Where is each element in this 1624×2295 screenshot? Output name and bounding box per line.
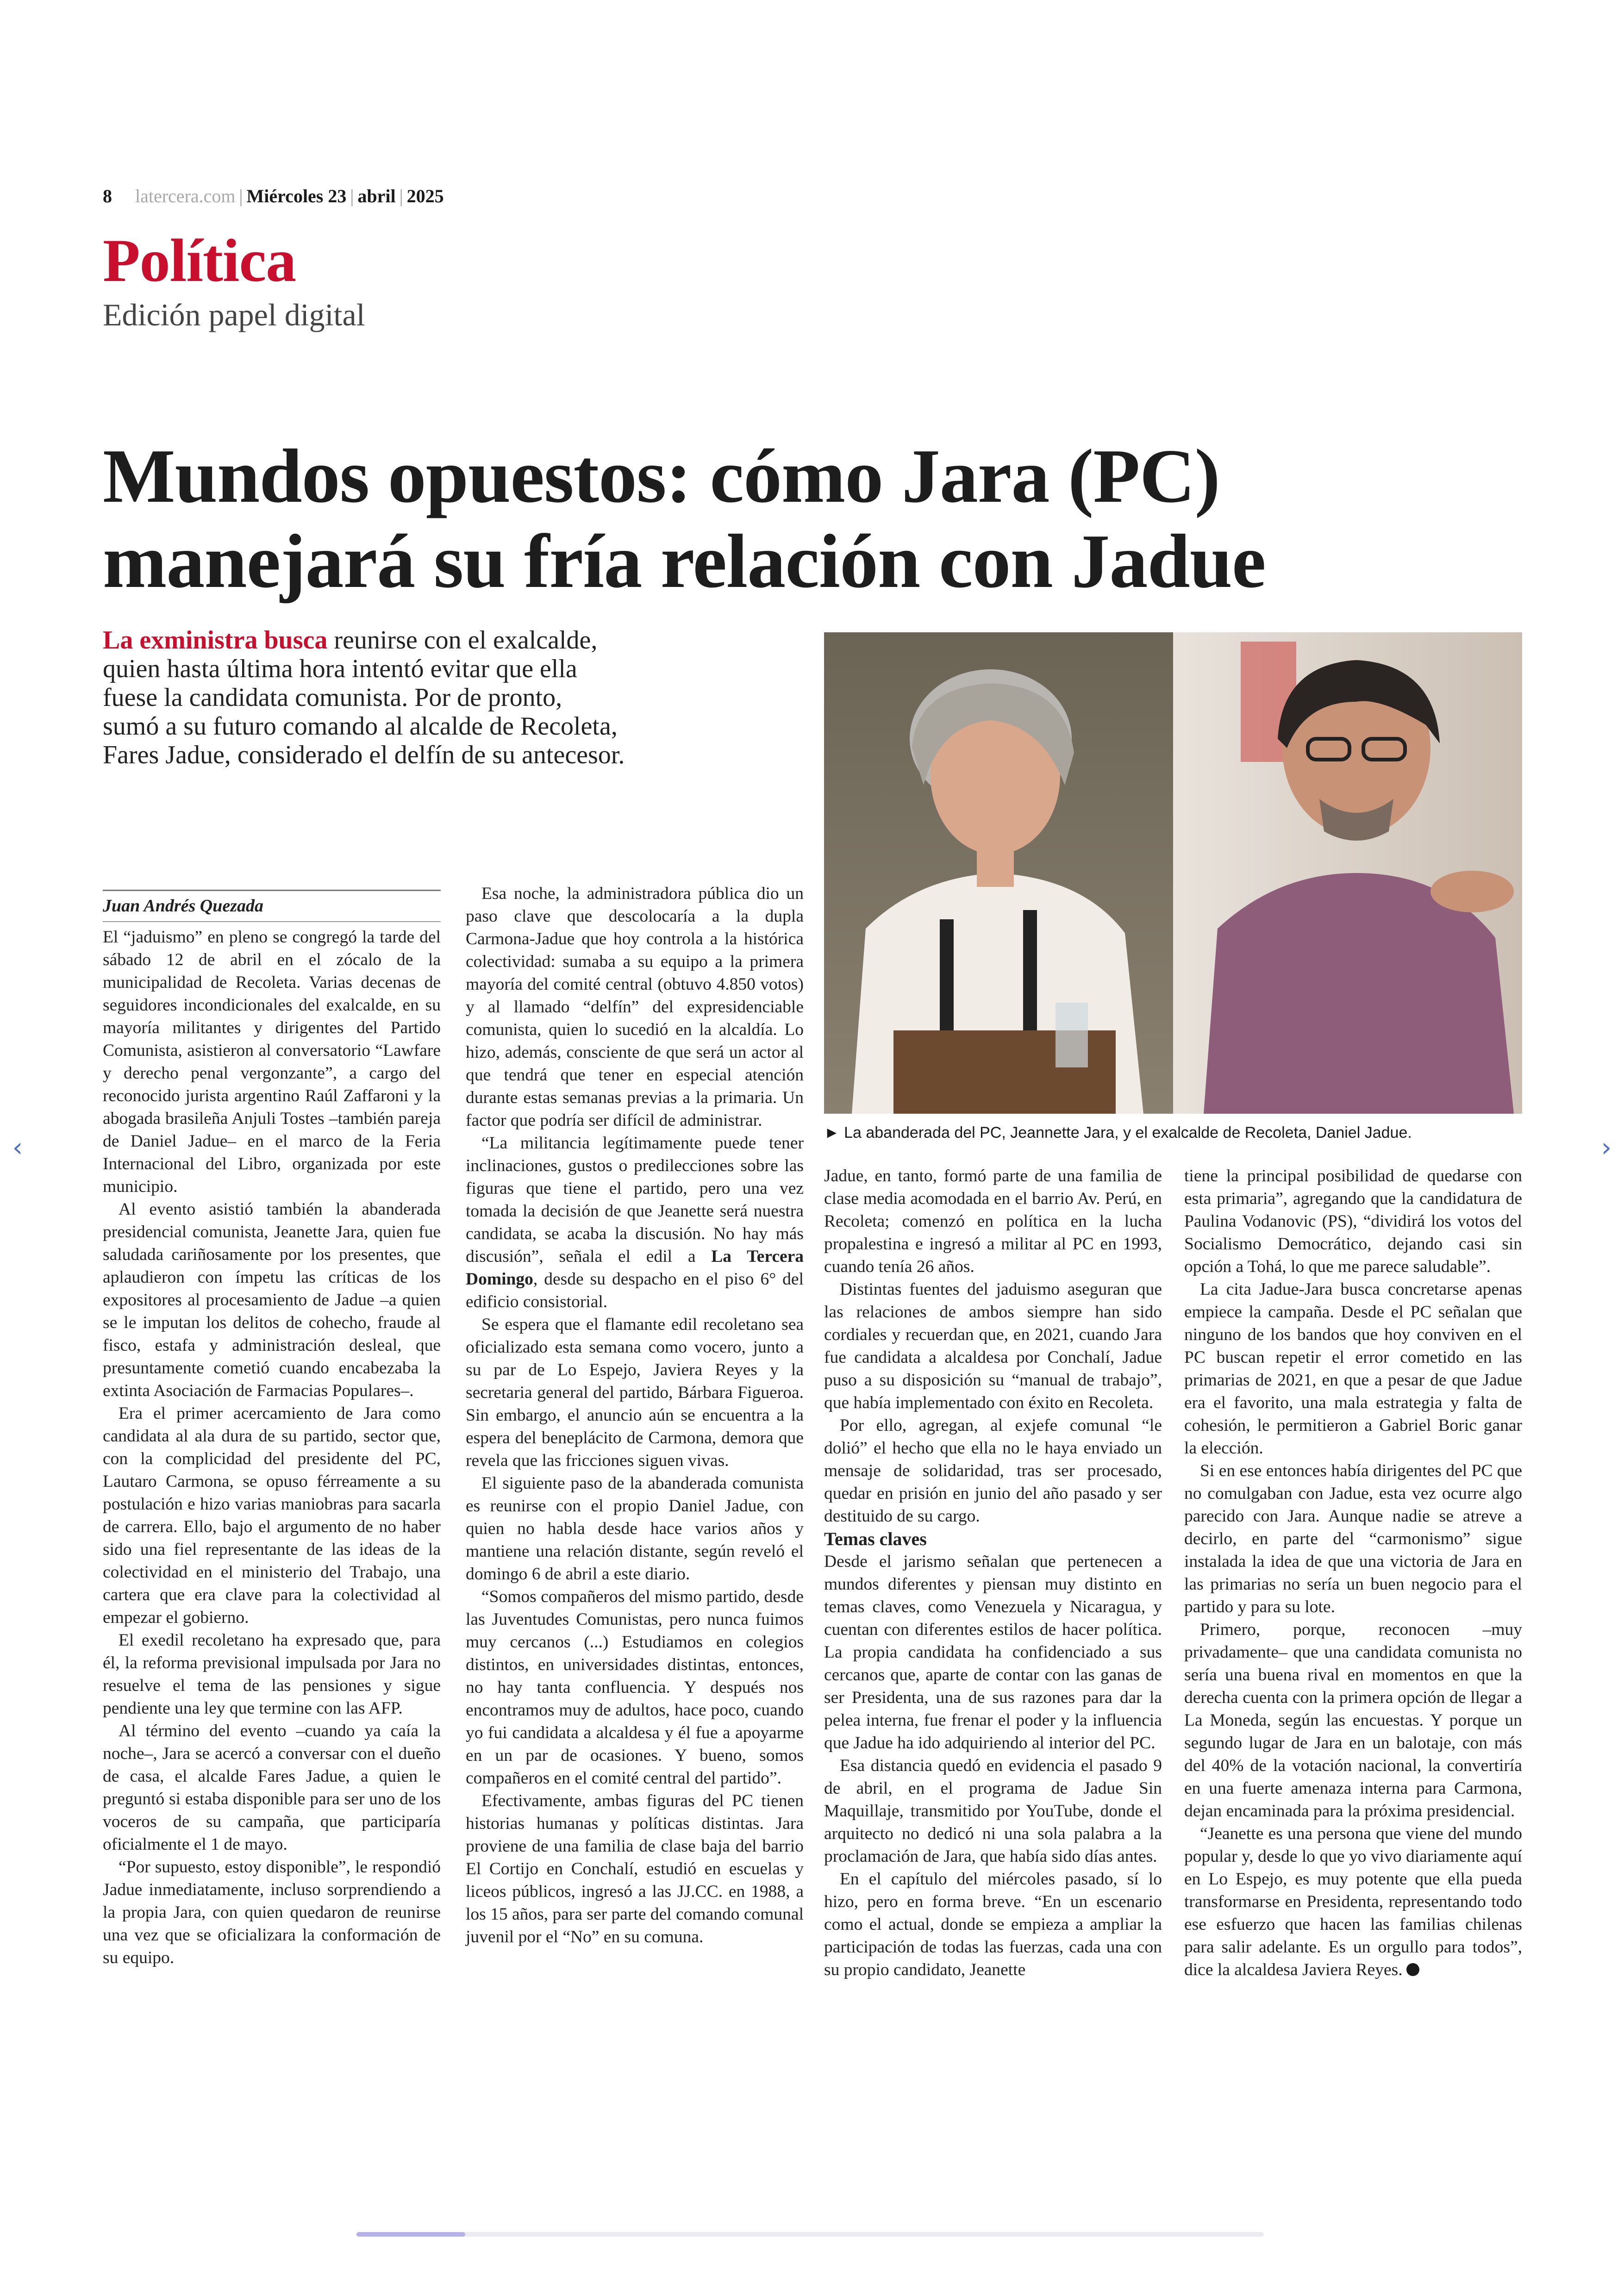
article-lead bbox=[103, 626, 705, 769]
article-column-1 bbox=[103, 926, 441, 1969]
paragraph: El exedil recoletano ha expresado que, para él, la reforma previsional impulsada por Jara no resuelve el tema de las pensiones y sigue pendiente una ley que termine con las AFP. bbox=[103, 1631, 441, 1718]
site-name: latercera.com bbox=[135, 186, 236, 206]
lead-line: Fares Jadue, considerado el delfín de su antecesor. bbox=[103, 741, 625, 769]
paragraph: Primero, porque, reconocen –muy privadamente– que una candidata comunista no sería una buena rival en momentos en que la derecha cuenta con la primera opción de llegar a La Moneda, según las encuestas. Y porque un segundo lugar de Jara en un balotaje, con más del 40% de la votación nacional, la convertiría en una fuerte amenaza interna para Carmona, dejan encaminada para la próxima presidencial. bbox=[1184, 1620, 1522, 1821]
byline-rule bbox=[103, 921, 441, 922]
edition-label: Edición papel digital bbox=[103, 297, 365, 332]
lead-kicker: La exministra busca bbox=[103, 626, 328, 655]
paragraph: tiene la principal posibilidad de quedarse con esta primaria”, agregando que la candidatura de Paulina Vodanovic (PS), “dividirá los votos del Socialismo Democrático, dejando casi sin opción a Tohá, lo que me parece saludable”. bbox=[1184, 1166, 1522, 1276]
paragraph: Esa noche, la administradora pública dio un paso clave que descolocaría a la dupla Carmona-Jadue que hoy controla a la histórica colectividad: sumaba a su equipo a la primera mayoría del comité central (obtuvo 4.850 votos) y al llamado “delfín” del expresidenciable comunista, quien lo sucedió en la alcaldía. Lo hizo, además, consciente de que será un actor al que tendrá que tener en especial atención durante estas semanas previas a la primaria. Un factor que podría ser difícil de administrar. bbox=[466, 884, 804, 1130]
lead-line: fuese la candidata comunista. Por de pronto, bbox=[103, 683, 562, 712]
end-of-article-icon bbox=[1406, 1963, 1419, 1976]
lead-line bbox=[103, 626, 705, 655]
paragraph: Si en ese entonces había dirigentes del PC que no comulgaban con Jadue, esta vez ocurre algo parecido con Jara. Aunque nadie se atreve a decirlo, en parte del “carmonismo” sigue instalada la idea de que una victoria de Jara en las primarias no sería un buen negocio para el partido y para su lote. bbox=[1184, 1461, 1522, 1616]
paragraph-text: “La militancia legítimamente puede tener inclinaciones, gustos o predilecciones sobre las figuras que tiene el partido, pero una vez tomada la decisión de que Jeanette será nuestra candidata, se acaba la discusión. No hay más discusión”, señala el edil a bbox=[466, 1134, 804, 1266]
photo-illustration bbox=[824, 632, 1522, 1114]
byline: Juan Andrés Quezada bbox=[103, 896, 264, 916]
paragraph: El “jaduismo” en pleno se congregó la tarde del sábado 12 de abril en el zócalo de la municipalidad de Recoleta. Varias decenas de seguidores incondicionales del exalcalde, en su mayoría militantes y dirigentes del Partido Comunista, asistieron al conversatorio “Lawfare y derecho penal vergonzante”, a cargo del reconocido jurista argentino Raúl Zaffaroni y la abogada brasileña Anjuli Tostes –también pareja de Daniel Jadue– en el marco de la Feria Internacional del Libro, organizada por este municipio. bbox=[103, 928, 441, 1196]
scrollbar-thumb[interactable] bbox=[356, 2232, 465, 2237]
next-page-icon[interactable]: › bbox=[1601, 1133, 1612, 1163]
photo-caption: ► La abanderada del PC, Jeannette Jara, y el exalcalde de Recoleta, Daniel Jadue. bbox=[824, 1124, 1412, 1141]
paragraph: “Por supuesto, estoy disponible”, le respondió Jadue inmediatamente, incluso sorprendiendo a la propia Jara, con quien quedaron de reunirse una vez que se oficializara la conformación de su equipo. bbox=[103, 1858, 441, 1967]
previous-page-icon[interactable]: ‹ bbox=[12, 1133, 23, 1163]
publication-name: La Tercera Domingo bbox=[466, 1247, 804, 1289]
lead-line: quien hasta última hora intentó evitar que ella bbox=[103, 655, 577, 683]
paragraph: En el capítulo del miércoles pasado, sí lo hizo, pero en forma breve. “En un escenario como el actual, donde se empieza a ampliar la participación de todas las fuerzas, cada una con su propio candidato, Jeanette bbox=[824, 1870, 1162, 1979]
header-divider: | bbox=[239, 186, 243, 206]
section-title: Política bbox=[103, 226, 296, 294]
subheading: Temas claves bbox=[824, 1528, 927, 1549]
paragraph: Jadue, en tanto, formó parte de una familia de clase media acomodada en el barrio Av. Perú, en Recoleta; comenzó en política en la lucha propalestina e ingresó a militar al PC en 1993, cuando tenía 26 años. bbox=[824, 1166, 1162, 1276]
paragraph: Por ello, agregan, al exjefe comunal “le dolió” el hecho que ella no le haya enviado un mensaje de solidaridad, tras ser procesado, quedar en prisión en junio del año pasado y ser destituido de su cargo. bbox=[824, 1416, 1162, 1526]
article-headline bbox=[103, 433, 1492, 604]
paragraph-text: , desde su despacho en el piso 6° del edificio consistorial. bbox=[466, 1270, 804, 1311]
paragraph: El siguiente paso de la abanderada comunista es reunirse con el propio Daniel Jadue, con quien no habla desde hace varios años y mantiene una relación distante, según reveló el domingo 6 de abril a este diario. bbox=[466, 1474, 804, 1584]
paragraph: “Somos compañeros del mismo partido, desde las Juventudes Comunistas, pero nunca fuimos muy cercanos (...) Estudiamos en colegios distintos, en universidades distintas, entonces, no hay tanta confluencia. Y después nos encontramos muy de adultos, hace poco, cuando yo fui candidata a alcaldesa y él fue a apoyarme en un par de ocasiones. Y bueno, somos compañeros en el comité central del partido”. bbox=[466, 1587, 804, 1788]
lead-line: sumó a su futuro comando al alcalde de Recoleta, bbox=[103, 712, 618, 741]
byline-rule bbox=[103, 890, 441, 891]
header-divider: | bbox=[399, 186, 403, 206]
paragraph: Esa distancia quedó en evidencia el pasado 9 de abril, en el programa de Jadue Sin Maquillaje, transmitido por YouTube, donde el arquitecto no dedicó ni una sola palabra a la proclamación de Jara, que había sido días antes. bbox=[824, 1756, 1162, 1866]
paragraph-text: “Jeanette es una persona que viene del mundo popular y, desde lo que yo vivo diariamente aquí en Lo Espejo, es muy potente que ella pueda transformarse en Presidenta, representando todo ese esfuerzo que hacen las familias chilenas para salir adelante. Es un orgullo para todos”, dice la alcaldesa Javiera Reyes. bbox=[1184, 1824, 1522, 1979]
paragraph: La cita Jadue-Jara busca concretarse apenas empiece la campaña. Desde el PC señalan que ninguno de los bandos que hoy conviven en el PC buscan repetir el error cometido en las primarias de 2021, en que a pesar de que Jadue era el favorito, una mala estrategia y falta de cohesión, le permitieron a Gabriel Boric ganar la elección. bbox=[1184, 1280, 1522, 1458]
header-day: Miércoles 23 bbox=[246, 186, 347, 206]
page-number: 8 bbox=[103, 186, 112, 206]
paragraph: Distintas fuentes del jaduismo aseguran que las relaciones de ambos siempre han sido cordiales y recuerdan que, en 2021, cuando Jara fue candidata a alcaldesa por Conchalí, Jadue puso a su disposición su “manual de trabajo”, que había implementado con éxito en Recoleta. bbox=[824, 1280, 1162, 1412]
headline-line: Mundos opuestos: cómo Jara (PC) bbox=[103, 433, 1220, 518]
header-divider: | bbox=[350, 186, 354, 206]
paragraph: Al evento asistió también la abanderada presidencial comunista, Jeanette Jara, quien fue saludada cariñosamente por los presentes, que aplaudieron con ímpetu las críticas de los expositores al procesamiento de Jadue –a quien se le imputan los delitos de cohecho, fraude al fisco, estafa y administración desleal, que presuntamente cometió cuando encabezaba la extinta Asociación de Farmacias Populares–. bbox=[103, 1200, 441, 1400]
paragraph: Efectivamente, ambas figuras del PC tienen historias humanas y políticas distintas. Jara proviene de una familia de clase baja del barrio El Cortijo en Conchalí, estudió en escuelas y liceos públicos, ingresó a las JJ.CC. en 1988, a los 15 años, para ser parte del comando comunal juvenil por el “No” en su comuna. bbox=[466, 1791, 804, 1946]
paragraph: Era el primer acercamiento de Jara como candidata al ala dura de su partido, sector que, con la complicidad del presidente del PC, Lautaro Carmona, se opuso férreamente a su postulación e hizo varias maniobras para sacarla de carrera. Ello, bajo el argumento de no haber sido una fiel representante de las ideas de la colectividad en el ministerio del Trabajo, una cartera que era clave para la colectividad al empezar el gobierno. bbox=[103, 1404, 441, 1627]
page-header bbox=[103, 185, 444, 207]
header-year: 2025 bbox=[406, 186, 444, 206]
article-column-4 bbox=[1184, 1165, 1522, 1981]
article-photo bbox=[824, 632, 1522, 1114]
header-month: abril bbox=[357, 186, 396, 206]
paragraph bbox=[1184, 1822, 1522, 1981]
lead-text: reunirse con el exalcalde, bbox=[327, 626, 598, 655]
paragraph: Al término del evento –cuando ya caía la noche–, Jara se acercó a conversar con el dueño de casa, el alcalde Fares Jadue, a quien le preguntó si estaba disponible para ser uno de los voceros de su campaña, que participaría oficialmente el 1 de mayo. bbox=[103, 1721, 441, 1854]
paragraph bbox=[466, 1132, 804, 1313]
paragraph: Se espera que el flamante edil recoletano sea oficializado esta semana como vocero, junto a su par de Lo Espejo, Javiera Reyes y la secretaria general del partido, Bárbara Figueroa. Sin embargo, el anuncio aún se encuentra a la espera del beneplácito de Carmona, demora que revela que las fricciones siguen vivas. bbox=[466, 1315, 804, 1470]
page-scrollbar[interactable] bbox=[356, 2232, 1264, 2237]
article-column-3 bbox=[824, 1165, 1162, 1981]
paragraph: Desde el jarismo señalan que pertenecen a mundos diferentes y piensan muy distinto en temas claves, como Venezuela y Nicaragua, y cuentan con diferentes estilos de hacer política. La propia candidata ha confidenciado a sus cercanos que, aparte de contar con las ganas de ser Presidenta, una de sus razones para dar la pelea interna, fue frenar el poder y la influencia que Jadue ha ido adquiriendo al interior del PC. bbox=[824, 1552, 1162, 1752]
article-column-2 bbox=[466, 882, 804, 1948]
headline-line: manejará su fría relación con Jadue bbox=[103, 518, 1266, 604]
